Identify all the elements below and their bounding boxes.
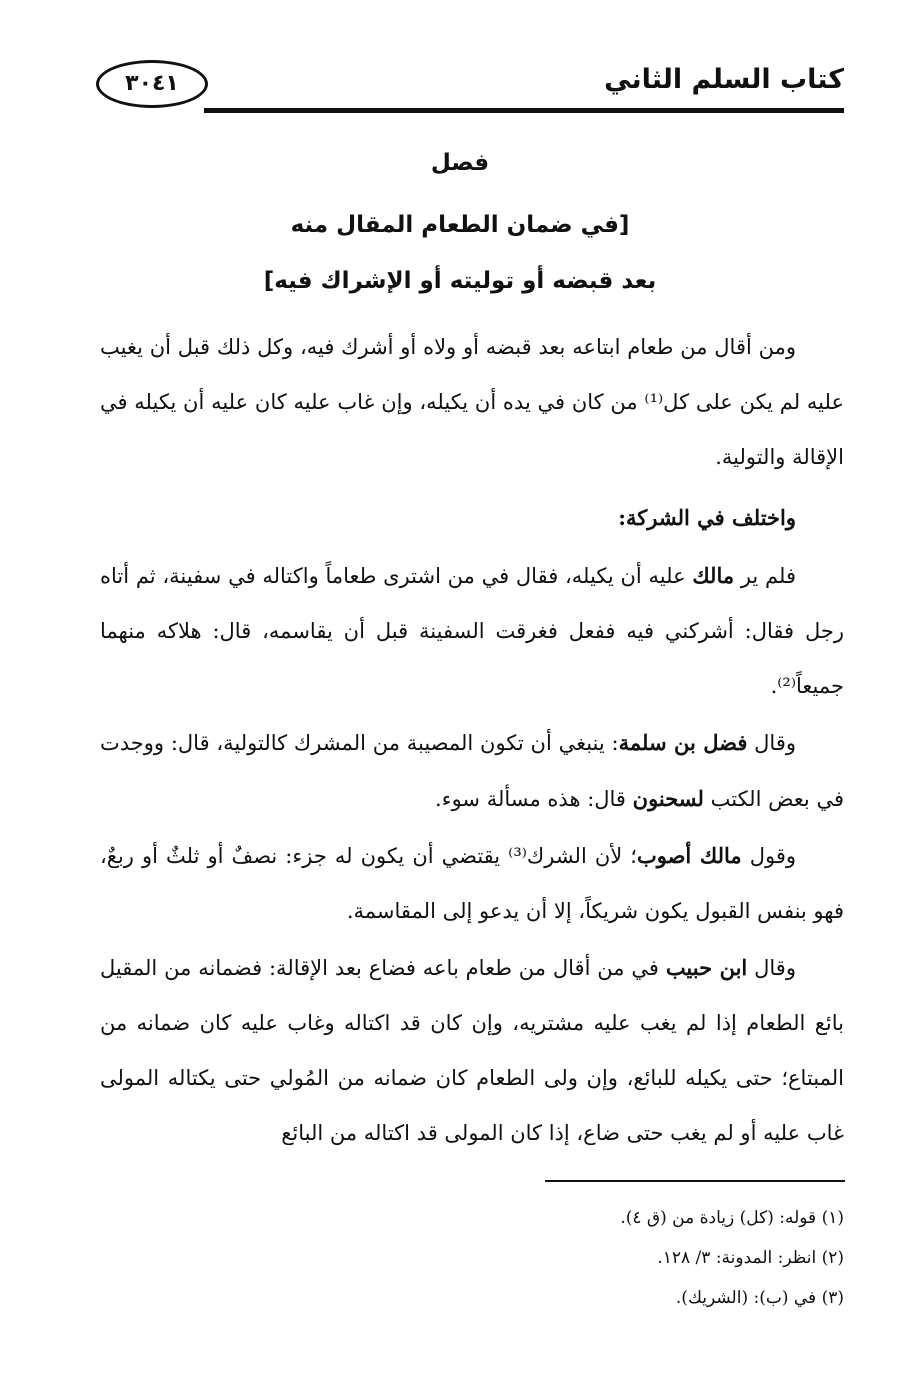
paragraph-3 <box>100 548 844 714</box>
paragraph-5 <box>100 828 844 939</box>
footnote-2: (٢) انظر: المدونة: ٣/ ١٢٨. <box>657 1248 844 1268</box>
footnote-3: (٣) في (ب): (الشريك). <box>675 1288 844 1308</box>
book-title: كتاب السلم الثاني <box>604 64 844 95</box>
page-number: ٣٠٤١ <box>125 71 179 96</box>
footnote-1: (١) قوله: (كل) زيادة من (ق ٤). <box>620 1208 844 1228</box>
paragraph-5-text-a: وقول <box>741 844 796 868</box>
paragraph-4-text-c: : ينبغي أن تكون المصيبة من المشرك كالتولية، قال: ووجدت في بعض الكتب <box>100 731 844 811</box>
paragraph-1: ومن أقال من طعام ابتاعه بعد قبضه أو ولاه أو أشرك فيه، وكل ذلك قبل أن يغيب عليه لم يكن على كل⁽¹⁾ من كان في يده أن يكيله، وإن غاب عليه كان عليه أن يكيله في الإقالة والتولية. <box>100 335 844 469</box>
paragraph-3-text-c: عليه أن يكيله، فقال في من اشترى طعاماً واكتاله في سفينة، ثم أتاه رجل فقال: أشركني فيه ففعل فغرقت السفينة قبل أن يقاسمه، قال: هلاكه منهما جميعاً⁽²⁾. <box>100 564 844 698</box>
paragraph-5-name: مالك أصوب <box>636 843 742 868</box>
paragraph-6-name: ابن حبيب <box>665 955 748 980</box>
paragraph-3-text-a: فلم ير <box>734 564 796 588</box>
paragraph-2: واختلف في الشركة: <box>618 505 796 530</box>
paragraph-4-name-1: فضل بن سلمة <box>618 730 748 755</box>
paragraph-6 <box>100 940 844 1161</box>
page-number-badge <box>96 60 208 108</box>
paragraph-4-name-2: لسحنون <box>632 786 704 811</box>
paragraph-4-text-a: وقال <box>747 731 796 755</box>
footnote-rule <box>545 1180 845 1182</box>
section-heading: فصل <box>430 150 490 176</box>
paragraph-5-text-c: ؛ لأن الشرك⁽³⁾ يقتضي أن يكون له جزء: نصفٌ أو ثلثٌ أو ربعٌ، فهو بنفس القبول يكون شريكاً، إلا أن يدعو إلى المقاسمة. <box>100 844 844 923</box>
paragraph-4-text-e: قال: هذه مسألة سوء. <box>435 787 633 811</box>
paragraph-6-text-c: في من أقال من طعام باعه فضاع بعد الإقالة: فضمانه من المقيل بائع الطعام إذا لم يغب عليه مشتريه، وإن كان قد اكتاله وغاب عليه كان ضمانه من المبتاع؛ حتى يكيله للبائع، وإن ولى الطعام كان ضمانه من المُولي حتى يكتاله المولى غاب عليه أو لم يغب حتى ضاع، إذا كان المولى قد اكتاله من البائع <box>100 956 844 1145</box>
header-rule <box>204 108 844 113</box>
section-subtitle-1: [في ضمان الطعام المقال منه <box>290 212 630 238</box>
section-subtitle-2: بعد قبضه أو توليته أو الإشراك فيه] <box>263 268 657 294</box>
page-header <box>96 56 844 118</box>
paragraph-4 <box>100 715 844 827</box>
paragraph-6-text-a: وقال <box>747 956 796 980</box>
paragraph-3-name: مالك <box>692 563 735 588</box>
